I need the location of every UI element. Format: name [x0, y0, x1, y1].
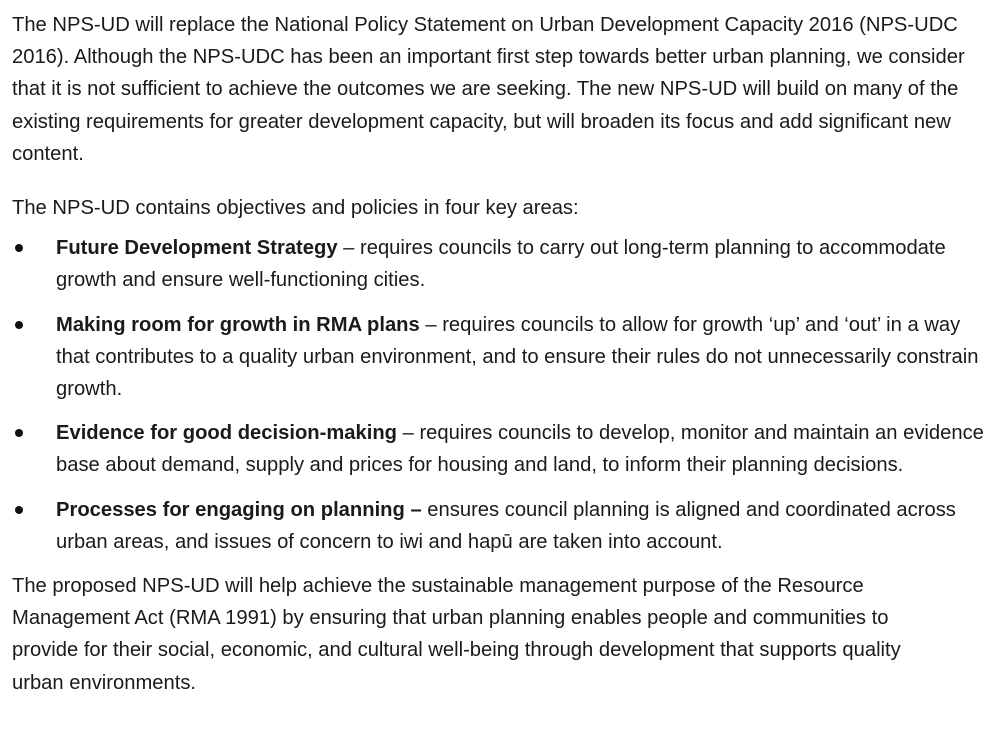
- list-item: [12, 232, 992, 296]
- bullet-icon: [15, 429, 23, 437]
- key-area-term: Evidence for good decision-making: [56, 422, 397, 445]
- bullet-icon: [15, 244, 23, 252]
- list-item: [12, 309, 992, 406]
- key-area-description: – requires councils to carry out long-term planning to accommodate growth and ensure well-functioning cities.: [56, 237, 946, 292]
- lead-in-paragraph: The NPS-UD contains objectives and policies in four key areas:: [12, 197, 579, 220]
- key-areas-list: [12, 232, 992, 558]
- key-area-term: Processes for engaging on planning –: [56, 498, 422, 521]
- list-item: [12, 417, 992, 481]
- bullet-icon: [15, 506, 23, 514]
- key-area-description: ensures council planning is aligned and coordinated across urban areas, and issues of concern to iwi and hapū are taken into account.: [56, 498, 956, 553]
- document-body: [12, 9, 992, 699]
- intro-paragraph: The NPS-UD will replace the National Policy Statement on Urban Development Capacity 2016 (NPS-UDC 2016). Although the NPS-UDC has been an important first step towards better urban planning, we consider that it is not sufficient to achieve the outcomes we are seeking. The new NPS-UD will build on many of the existing requirements for greater development capacity, but will broaden its focus and add significant new content.: [12, 14, 965, 165]
- key-area-description: – requires councils to develop, monitor and maintain an evidence base about demand, supply and prices for housing and land, to inform their planning decisions.: [56, 422, 984, 477]
- bullet-icon: [15, 321, 23, 329]
- key-area-term: Making room for growth in RMA plans: [56, 313, 420, 336]
- key-area-term: Future Development Strategy: [56, 237, 338, 260]
- key-area-description: – requires councils to allow for growth ‘up’ and ‘out’ in a way that contributes to a quality urban environment, and to ensure their rules do not unnecessarily constrain growth.: [56, 313, 979, 401]
- list-item: [12, 494, 992, 558]
- conclusion-paragraph: The proposed NPS-UD will help achieve the sustainable management purpose of the Resource Management Act (RMA 1991) by ensuring that urban planning enables people and communities to provide for their social, economic, and cultural well-being through development that supports quality urban environments.: [12, 575, 901, 694]
